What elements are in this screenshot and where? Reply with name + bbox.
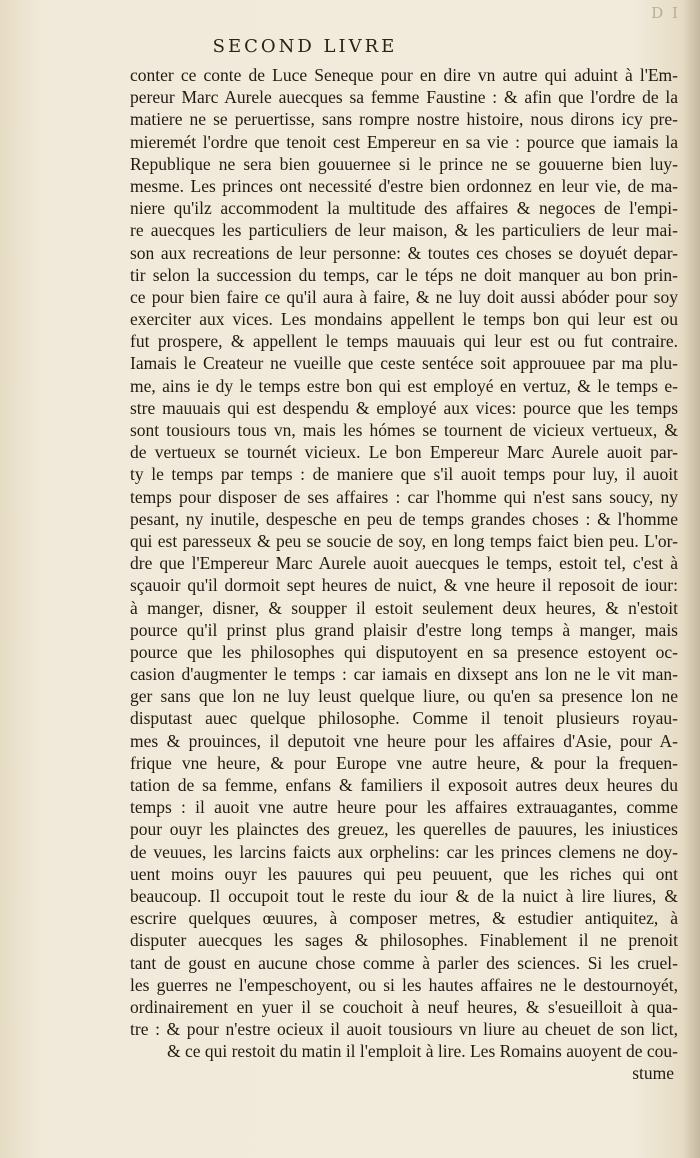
text-line: matiere ne se peruertisse, sans rompre nostre histoire, nous dirons icy pre- <box>130 109 678 130</box>
text-line: tir selon la succession du temps, car le téps ne doit manquer au bon prin- <box>130 264 678 285</box>
text-line: à manger, disner, & soupper il estoit seulement deux heures, & n'estoit <box>130 597 678 618</box>
text-line: dre que l'Empereur Marc Aurele auoit auecques le temps, estoit tel, c'est à <box>130 553 678 574</box>
text-line: pource qu'il prinst plus grand plaisir d'estre long temps à manger, mais <box>130 619 678 640</box>
text-line: stre mauuais qui est despendu & employé aux vices: pource que les temps <box>130 397 678 418</box>
text-line: ce pour bien faire ce qu'il aura à faire, & ne luy doit aussi abóder pour soy <box>130 286 678 307</box>
text-line: mes & prouinces, il deputoit vne heure pour les affaires d'Asie, pour A- <box>130 730 678 751</box>
text-line: mieremét l'ordre que tenoit cest Empereur en sa vie : pource que iamais la <box>130 131 678 152</box>
text-line: Republique ne sera bien gouuernee si le prince ne se gouuerne bien luy- <box>130 153 678 174</box>
text-line: les guerres ne l'empeschoyent, ou si les hautes affaires ne le destournoyét, <box>130 974 678 995</box>
text-line: fut prospere, & appellent le temps mauuais qui leur est ou fut contraire. <box>130 331 678 352</box>
text-line: tre : & pour n'estre ocieux il auoit tousiours vn liure au cheuet de son lict, <box>130 1019 678 1040</box>
text-line: temps : il auoit vne autre heure pour les affaires extrauagantes, comme <box>130 797 678 818</box>
text-line: temps pour disposer de ses affaires : car l'homme qui n'est sans soucy, ny <box>130 486 678 507</box>
text-line: de vertueux se tournét vicieux. Le bon Empereur Marc Aurele auoit par- <box>130 442 678 463</box>
text-line: disputast auec quelque philosophe. Comme il tenoit plusieurs royau- <box>130 708 678 729</box>
running-head: SECOND LIVRE <box>212 36 398 57</box>
text-line: mesme. Les princes ont necessité d'estre bien ordonnez en leur vie, de ma- <box>130 175 678 196</box>
text-line: uent moins ouyr les pauures qui peu peuuent, que les riches qui ont <box>130 863 678 884</box>
text-line: & ce qui restoit du matin il l'emploit à lire. Les Romains auoyent de cou- <box>166 1041 678 1062</box>
text-line: pesant, ny inutile, despesche en peu de temps grandes choses : & l'homme <box>130 508 678 529</box>
text-line: me, ains ie dy le temps estre bon qui est employé en vertuz, & le temps e- <box>130 375 678 396</box>
text-line: beaucoup. Il occupoit tout le reste du iour & de la nuict à lire liures, & <box>130 885 678 906</box>
text-line: Iamais le Createur ne vueille que ceste sentéce soit approuuee par ma plu- <box>130 353 678 374</box>
text-line: disputer auecques les sages & philosophes. Finablement il ne prenoit <box>130 930 678 951</box>
text-line: pereur Marc Aurele auecques sa femme Faustine : & afin que l'ordre de la <box>130 87 678 108</box>
text-line: ty le temps par temps : de maniere que s'il auoit temps pour luy, il auoit <box>130 464 678 485</box>
text-line: frique vne heure, & pour Europe vne autre heure, & pour la frequen- <box>130 752 678 773</box>
text-line: exerciter aux vices. Les mondains appellent le temps bon qui leur est ou <box>130 309 678 330</box>
bleed-through-text: D I <box>651 4 680 22</box>
text-line: niere qu'ilz accommodent la multitude des affaires & negoces de l'empi- <box>130 198 678 219</box>
text-line: son aux recreations de leur personne: & toutes ces choses se doyuét depar- <box>130 242 678 263</box>
page-edge-shadow <box>682 0 700 1158</box>
text-line: qui est paresseux & peu se soucie de soy, en long temps faict bien peu. L'or- <box>130 530 678 551</box>
text-line: re auecques les particuliers de leur maison, & les particuliers de leur mai- <box>130 220 678 241</box>
text-line: casion d'augmenter le temps : car iamais en dixsept ans lon ne le vit man- <box>130 664 678 685</box>
text-line: tant de goust en aucune chose comme à parler des sciences. Si les cruel- <box>130 952 678 973</box>
text-line: conter ce conte de Luce Seneque pour en dire vn autre qui aduint à l'Em- <box>130 65 678 85</box>
text-block <box>130 64 678 1085</box>
text-line: sont tousiours tous vn, mais les hómes se tournent de vicieux vertueux, & <box>130 420 678 440</box>
text-line: sçauoir qu'il dormoit sept heures de nuict, & vne heure il reposoit de iour: <box>130 575 678 596</box>
text-line: pource que les philosophes qui disputoyent en sa presence estoyent oc- <box>130 641 678 662</box>
text-line: de veuues, les larcins faicts aux orphelins: car les princes clemens ne doy- <box>130 841 678 862</box>
text-line: tation de sa femme, enfans & familiers il exposoit autres deux heures du <box>130 775 678 795</box>
text-line: escrire quelques œuures, à composer metres, & estudier antiquitez, à <box>130 908 678 929</box>
text-line: ger sans que lon ne luy leust quelque liure, ou qu'en sa presence lon ne <box>130 686 678 707</box>
text-line: ordinairement en yuer il se couchoit à neuf heures, & s'esueilloit à qua- <box>130 996 678 1017</box>
catchword: stume <box>632 1063 674 1084</box>
text-line: pour ouyr les plainctes des greuez, les querelles de pauures, les iniustices <box>130 819 678 840</box>
